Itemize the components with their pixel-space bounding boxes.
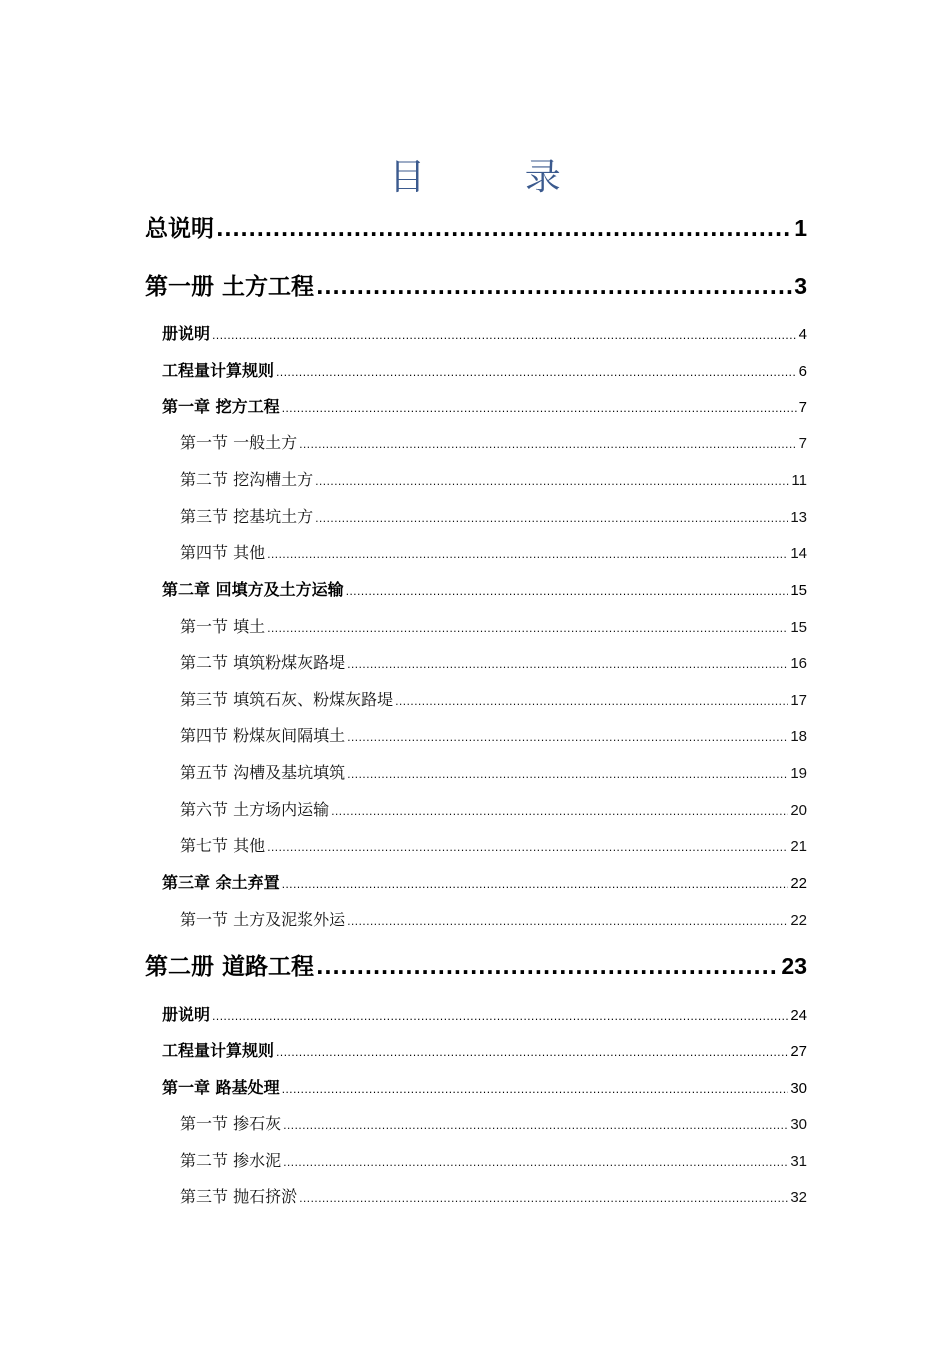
toc-leader-dots [347, 724, 788, 750]
toc-leader-dots [282, 1076, 789, 1102]
toc-entry-page: 22 [790, 912, 807, 929]
toc-leader-dots [267, 541, 788, 567]
toc-leader-dots [216, 209, 792, 248]
toc-entry-label: 册说明 [162, 324, 211, 343]
toc-entry-calc-rules[interactable] [162, 1037, 807, 1065]
toc-leader-dots [283, 1112, 788, 1138]
toc-leader-dots [347, 908, 788, 934]
toc-entry-section[interactable] [180, 466, 807, 494]
toc-entry-page: 7 [798, 435, 807, 452]
toc-leader-dots [276, 359, 797, 385]
toc-leader-dots [276, 1039, 788, 1065]
toc-entry-section[interactable] [180, 832, 807, 860]
toc-entry-volume-notes[interactable] [162, 320, 807, 348]
toc-leader-dots [282, 871, 789, 897]
toc-entry-label: 总说明 [145, 216, 214, 242]
toc-entry-label: 第四节 其他 [180, 543, 266, 562]
toc-leader-dots [299, 431, 797, 457]
toc-entry-label: 第五节 沟槽及基坑填筑 [180, 763, 346, 782]
toc-leader-dots [315, 505, 788, 531]
toc-entry-section[interactable] [180, 613, 807, 641]
toc-leader-dots [395, 688, 788, 714]
toc-leader-dots [283, 1149, 788, 1175]
toc-entry-section[interactable] [180, 906, 807, 934]
toc-entry-general-notes[interactable] [145, 208, 807, 248]
toc-leader-dots [267, 834, 788, 860]
toc-leader-dots [346, 578, 789, 604]
toc-entry-label: 第一章 路基处理 [162, 1078, 280, 1097]
toc-entry-page: 17 [790, 692, 807, 709]
toc-leader-dots [347, 761, 788, 787]
toc-entry-chapter[interactable] [162, 869, 807, 897]
toc-entry-section[interactable] [180, 722, 807, 750]
toc-entry-label: 第三节 填筑石灰、粉煤灰路堤 [180, 690, 394, 709]
toc-entry-page: 24 [790, 1007, 807, 1024]
toc-entry-page: 27 [790, 1043, 807, 1060]
toc-entry-section[interactable] [180, 1110, 807, 1138]
toc-entry-section[interactable] [180, 503, 807, 531]
toc-entry-label: 第七节 其他 [180, 836, 266, 855]
toc-entry-page: 11 [791, 472, 807, 489]
toc-entry-section[interactable] [180, 1147, 807, 1175]
toc-entry-page: 21 [790, 838, 807, 855]
toc-entry-label: 工程量计算规则 [162, 361, 275, 380]
toc-entry-section[interactable] [180, 796, 807, 824]
toc-entry-page: 23 [781, 953, 807, 979]
toc-entry-page: 1 [794, 215, 807, 241]
toc-entry-label: 第二节 填筑粉煤灰路堤 [180, 653, 346, 672]
toc-entry-page: 20 [790, 802, 807, 819]
toc-entry-section[interactable] [180, 649, 807, 677]
toc-entry-label: 第二册 道路工程 [145, 954, 315, 980]
toc-entry-section[interactable] [180, 686, 807, 714]
toc-leader-dots [299, 1185, 788, 1211]
toc-entry-page: 13 [790, 509, 807, 526]
toc-entry-page: 7 [798, 399, 807, 416]
toc-entry-section[interactable] [180, 1183, 807, 1211]
toc-leader-dots [212, 322, 797, 348]
toc-entry-label: 第六节 土方场内运输 [180, 800, 330, 819]
toc-entry-page: 15 [790, 619, 807, 636]
toc-entry-label: 第三节 抛石挤淤 [180, 1187, 298, 1206]
toc-entry-chapter[interactable] [162, 576, 807, 604]
toc-leader-dots [316, 947, 779, 986]
toc-entry-chapter[interactable] [162, 1074, 807, 1102]
toc-entry-calc-rules[interactable] [162, 357, 807, 385]
toc-entry-section[interactable] [180, 759, 807, 787]
toc-leader-dots [315, 468, 789, 494]
toc-entry-chapter[interactable] [162, 393, 807, 421]
toc-entry-label: 册说明 [162, 1005, 211, 1024]
toc-entry-label: 第一节 土方及泥浆外运 [180, 910, 346, 929]
toc-entry-label: 第一册 土方工程 [145, 274, 315, 300]
toc-entry-page: 18 [790, 728, 807, 745]
toc-leader-dots [331, 798, 788, 824]
toc-entry-volume-1[interactable] [145, 266, 807, 306]
toc-entry-section[interactable] [180, 539, 807, 567]
toc-entry-label: 第二节 挖沟槽土方 [180, 470, 314, 489]
toc-entry-page: 30 [790, 1116, 807, 1133]
toc-entry-page: 14 [790, 545, 807, 562]
toc-leader-dots [316, 267, 792, 306]
toc-entry-page: 3 [794, 273, 807, 299]
toc-entry-label: 第一节 一般土方 [180, 433, 298, 452]
toc-entry-volume-2[interactable] [145, 946, 807, 986]
toc-entry-label: 第三章 余土弃置 [162, 873, 280, 892]
toc-entry-label: 第二章 回填方及土方运输 [162, 580, 344, 599]
toc-entry-page: 30 [790, 1080, 807, 1097]
toc-entry-page: 16 [790, 655, 807, 672]
toc-entry-page: 19 [790, 765, 807, 782]
toc-entry-page: 15 [790, 582, 807, 599]
toc-entry-section[interactable] [180, 429, 807, 457]
toc-entry-page: 6 [798, 363, 807, 380]
toc-entry-label: 第一节 填土 [180, 617, 266, 636]
toc-entry-label: 第四节 粉煤灰间隔填土 [180, 726, 346, 745]
toc-entry-volume-notes[interactable] [162, 1001, 807, 1029]
toc-leader-dots [267, 615, 788, 641]
toc-entry-label: 工程量计算规则 [162, 1041, 275, 1060]
toc-entry-page: 31 [790, 1153, 807, 1170]
toc-leader-dots [347, 651, 788, 677]
toc-entry-label: 第二节 掺水泥 [180, 1151, 282, 1170]
toc-entry-label: 第一节 掺石灰 [180, 1114, 282, 1133]
toc-entry-label: 第一章 挖方工程 [162, 397, 280, 416]
toc-entry-page: 22 [790, 875, 807, 892]
toc-entry-label: 第三节 挖基坑土方 [180, 507, 314, 526]
toc-leader-dots [282, 395, 797, 421]
toc-leader-dots [212, 1003, 788, 1029]
toc-entry-page: 32 [790, 1189, 807, 1206]
toc-entry-page: 4 [798, 326, 807, 343]
toc-title: 目 录 [389, 157, 605, 198]
